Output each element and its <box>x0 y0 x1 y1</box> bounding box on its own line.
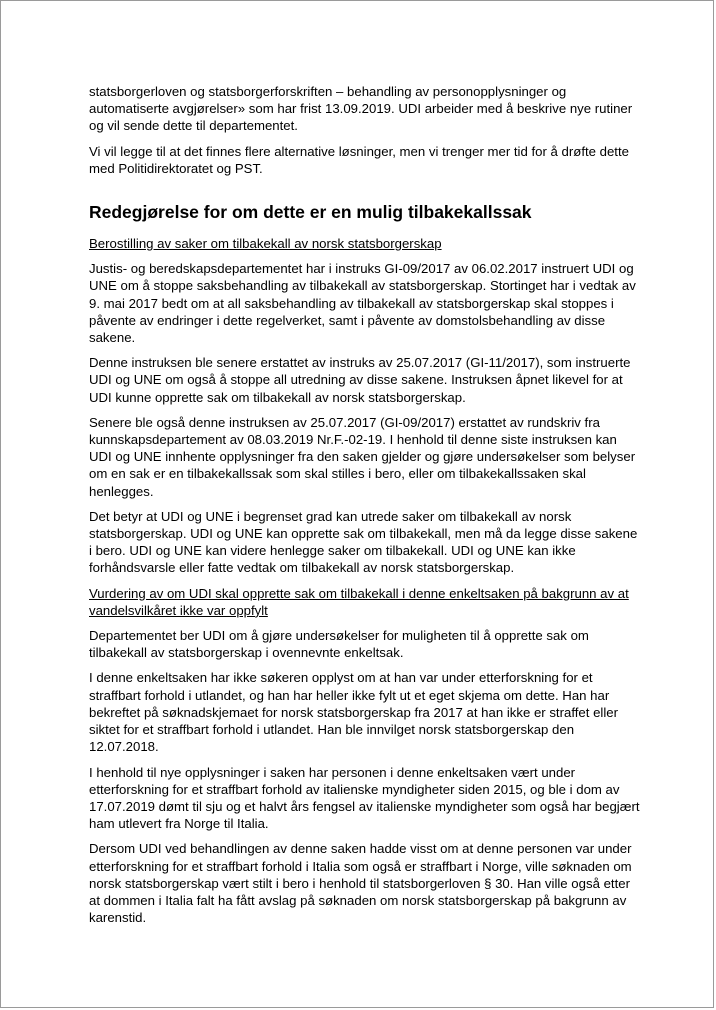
paragraph: I henhold til nye opplysninger i saken har personen i denne enkeltsaken vært under etterforskning for et straffbart forhold av italienske myndigheter siden 2015, og ble i dom av 17.07.2019 dømt til sju og et halvt års fengsel av italienske myndigheter som også har begjært ham utlevert fra Norge til Italia. <box>89 764 640 832</box>
paragraph: Departementet ber UDI om å gjøre undersøkelser for muligheten til å opprette sak om tilbakekall av statsborgerskap i ovennevnte enkeltsak. <box>89 628 589 661</box>
subheading-vurdering: Vurdering av om UDI skal opprette sak om tilbakekall i denne enkeltsaken på bakgrunn av at vandelsvilkåret ikke var oppfylt <box>89 585 629 618</box>
paragraph: Denne instruksen ble senere erstattet av instruks av 25.07.2017 (GI-11/2017), som instruerte UDI og UNE om også å stoppe all utredning av disse sakene. Instruksen åpnet likevel for at UDI kunne opprette sak om tilbakekall av norsk statsborgerskap. <box>89 355 631 405</box>
paragraph: I denne enkeltsaken har ikke søkeren opplyst om at han var under etterforskning for et straffbart forhold i utlandet, og han har heller ikke fylt ut et eget skjema om dette. Han har bekreftet på søknadskjemaet for norsk statsborgerskap fra 2017 at han ikke er straffet eller siktet for et straffbart forhold i utlandet. Han ble innvilget norsk statsborgerskap den 12.07.2018. <box>89 670 618 755</box>
paragraph: Vi vil legge til at det finnes flere alternative løsninger, men vi trenger mer tid for å drøfte dette med Politidirektoratet og PST. <box>89 143 629 176</box>
paragraph: statsborgerloven og statsborgerforskriften – behandling av personopplysninger og automatiserte avgjørelser» som har frist 13.09.2019. UDI arbeider med å beskrive nye rutiner og vil sende dette til departementet. <box>89 84 633 134</box>
paragraph: Det betyr at UDI og UNE i begrenset grad kan utrede saker om tilbakekall av norsk statsborgerskap. UDI og UNE kan opprette sak om tilbakekall, men må da legge disse sakene i bero. UDI og UNE kan videre henlegge saker om tilbakekall. UDI og UNE kan ikke forhåndsvarsle eller fatte vedtak om tilbakekall av norsk statsborgerskap. <box>89 508 638 576</box>
paragraph: Senere ble også denne instruksen av 25.07.2017 (GI-09/2017) erstattet av rundskriv fra kunnskapsdepartement av 08.03.2019 Nr.F.-02-19. I henhold til denne siste instruksen kan UDI og UNE innhente opplysninger fra den saken gjelder og gjøre undersøkelser som belyser om en sak er en tilbakekallssak som skal stilles i bero, eller om tilbakekallssaken skal henlegges. <box>89 414 636 499</box>
document-body <box>89 83 641 934</box>
paragraph: Justis- og beredskapsdepartementet har i instruks GI-09/2017 av 06.02.2017 instruert UDI og UNE om å stoppe saksbehandling av tilbakekall av statsborgerskap. Stortinget har i vedtak av 9. mai 2017 bedt om at all saksbehandling av tilbakekall av statsborgerskap skal stoppes i påvente av endringer i dette regelverket, samt i påvente av domstolsbehandling av disse sakene. <box>89 261 636 346</box>
paragraph: Dersom UDI ved behandlingen av denne saken hadde visst om at denne personen var under etterforskning for et straffbart forhold i Italia som også er straffbart i Norge, ville søknaden om norsk statsborgerskap vært stilt i bero i henhold til statsborgerloven § 30. Han ville også etter at dommen i Italia falt ha fått avslag på søknaden om norsk statsborgerskap på bakgrunn av karenstid. <box>89 841 632 926</box>
subheading-berostilling: Berostilling av saker om tilbakekall av norsk statsborgerskap <box>89 236 442 252</box>
section-heading: Redegjørelse for om dette er en mulig tilbakekallssak <box>89 202 532 223</box>
